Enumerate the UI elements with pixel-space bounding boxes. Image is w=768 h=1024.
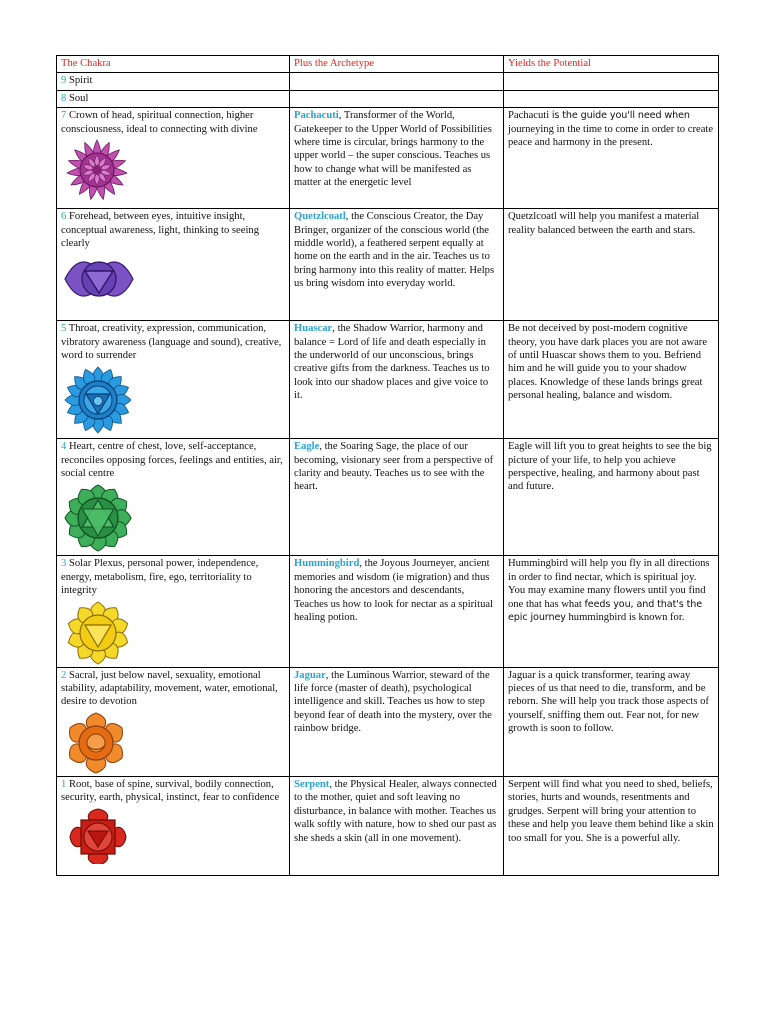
chakra-number: 5 bbox=[61, 323, 67, 335]
table-row bbox=[57, 108, 719, 209]
archetype-text: , the Physical Healer, always connected to the mother, quiet and soft leaving no disturbance, in balance with mother. Teaches us walk softly with nature, how to shed our past as she sheds a skin (all in one movement). bbox=[294, 778, 497, 844]
archetype-text: , Transformer of the World, Gatekeeper to the Upper World of Possibilities where time is circular, brings harmony to the upper world – the super conscious. Teaches us how to change what will be manifested as matter at the energetic level bbox=[294, 110, 492, 189]
root-chakra-icon bbox=[63, 808, 133, 864]
archetype-name: Serpent bbox=[294, 778, 330, 790]
table-row bbox=[57, 73, 719, 90]
chakra-text: Forehead, between eyes, intuitive insight, conceptual awareness, light, thinking to seeing clearly bbox=[61, 211, 259, 250]
archetype-name: Jaguar bbox=[294, 669, 326, 681]
potential-text: Pachacuti bbox=[508, 110, 552, 122]
potential-cell bbox=[504, 439, 719, 556]
potential-cell bbox=[504, 73, 719, 90]
table-row bbox=[57, 556, 719, 667]
chakra-cell bbox=[57, 90, 290, 107]
chakra-cell bbox=[57, 321, 290, 439]
table-row bbox=[57, 321, 719, 439]
potential-text: Quetzlcoatl will help you manifest a material reality balanced between the earth and stars. bbox=[508, 211, 700, 236]
archetype-name: Quetzlcoatl bbox=[294, 211, 346, 223]
archetype-text: , the Luminous Warrior, steward of the life force (master of death), psychological intelligence and skill. Teaches us how to step beyond fear of death into the mystery, over the rainbow bridge. bbox=[294, 669, 492, 735]
chakra-number: 3 bbox=[61, 558, 67, 570]
archetype-cell bbox=[290, 73, 504, 90]
archetype-name: Eagle bbox=[294, 441, 320, 453]
archetype-cell bbox=[290, 776, 504, 875]
chakra-cell bbox=[57, 108, 290, 209]
potential-text: is the guide you'll need when bbox=[551, 110, 690, 122]
chakra-number: 4 bbox=[61, 441, 67, 453]
table-row bbox=[57, 439, 719, 556]
archetype-text: , the Shadow Warrior, harmony and balance = Lord of life and death especially in the underworld of our unconscious, brings creative gifts from the darkness. Teaches us to look into our shadow places and give voice to it. bbox=[294, 323, 490, 402]
potential-text: journeying in the time to come in order to create peace and harmony in the present. bbox=[508, 123, 714, 149]
third-eye-chakra-icon bbox=[63, 253, 135, 305]
table-row bbox=[57, 667, 719, 776]
chakra-text: Crown of head, spiritual connection, higher consciousness, ideal to connecting with divine bbox=[61, 110, 258, 135]
page bbox=[56, 55, 718, 876]
potential-cell bbox=[504, 209, 719, 321]
chakra-number: 1 bbox=[61, 778, 67, 790]
table-row bbox=[57, 90, 719, 107]
chakra-table bbox=[56, 55, 719, 876]
potential-cell bbox=[504, 90, 719, 107]
chakra-text: Root, base of spine, survival, bodily connection, security, earth, physical, instinct, fear to confidence bbox=[61, 778, 280, 804]
header-chakra: The Chakra bbox=[57, 56, 290, 73]
chakra-text: Throat, creativity, expression, communication, vibratory awareness (language and sound), creative, word to surrender bbox=[61, 323, 282, 362]
sacral-chakra-icon bbox=[63, 712, 129, 774]
chakra-text: Heart, centre of chest, love, self-acceptance, reconciles opposing forces, feelings and entities, air, social centre bbox=[61, 441, 283, 480]
table-row bbox=[57, 776, 719, 875]
archetype-cell bbox=[290, 667, 504, 776]
chakra-number: 7 bbox=[61, 110, 67, 122]
table-row bbox=[57, 209, 719, 321]
archetype-cell bbox=[290, 108, 504, 209]
chakra-cell bbox=[57, 667, 290, 776]
chakra-text: Sacral, just below navel, sexuality, emotional stability, adaptability, movement, water, emotional, desire to devotion bbox=[61, 669, 278, 708]
chakra-number: 2 bbox=[61, 669, 67, 681]
potential-cell bbox=[504, 667, 719, 776]
chakra-cell bbox=[57, 556, 290, 667]
potential-cell bbox=[504, 556, 719, 667]
potential-text: feeds you, and that's the epic journey bbox=[508, 598, 703, 624]
archetype-cell bbox=[290, 209, 504, 321]
chakra-number: 9 bbox=[61, 75, 67, 87]
potential-text: Be not deceived by post-modern cognitive theory, you have dark places you are not aware of until Huascar shows them to you. Befriend him and he will guide you to your shadow places. Knowledge of these lands brings great personal healing, balance and wisdom. bbox=[508, 323, 708, 402]
chakra-number: 8 bbox=[61, 92, 67, 104]
heart-chakra-icon bbox=[63, 483, 133, 553]
chakra-cell bbox=[57, 439, 290, 556]
chakra-text: Solar Plexus, personal power, independence, energy, metabolism, fire, ego, territoriality to integrity bbox=[61, 558, 259, 597]
archetype-cell bbox=[290, 321, 504, 439]
archetype-name: Hummingbird bbox=[294, 558, 360, 570]
chakra-cell bbox=[57, 209, 290, 321]
crown-chakra-icon bbox=[63, 139, 131, 201]
potential-cell bbox=[504, 321, 719, 439]
solar-plexus-chakra-icon bbox=[63, 601, 133, 665]
archetype-name: Pachacuti bbox=[294, 110, 339, 122]
archetype-cell bbox=[290, 90, 504, 107]
chakra-cell bbox=[57, 776, 290, 875]
header-row bbox=[57, 56, 719, 73]
archetype-text: , the Joyous Journeyer, ancient memories and wisdom (ie migration) and thus honoring the ancestors and descendants, Teaches us how to look for nectar as a spiritual healing potion. bbox=[294, 558, 494, 624]
header-potential: Yields the Potential bbox=[504, 56, 719, 73]
archetype-text: , the Conscious Creator, the Day Bringer, organizer of the conscious world (the middle world), a feathered serpent equally at home on the earth and in the air. Teaches us to bring harmony into this reality of matter. Helps us bring wisdom into everyday world. bbox=[294, 211, 495, 290]
throat-chakra-icon bbox=[63, 365, 133, 435]
potential-text: Jaguar is a quick transformer, tearing away pieces of us that need to die, transform, and be reborn. She will help you track those aspects of yourself, sniffing them out. Fear not, for new growth is soon to follow. bbox=[508, 669, 709, 735]
archetype-cell bbox=[290, 556, 504, 667]
chakra-number: 6 bbox=[61, 211, 67, 223]
archetype-name: Huascar bbox=[294, 323, 333, 335]
chakra-text: Spirit bbox=[68, 75, 93, 87]
potential-cell bbox=[504, 776, 719, 875]
potential-text: Eagle will lift you to great heights to see the big picture of your life, to help you achieve perspective, healing, and harmony about past and future. bbox=[508, 441, 712, 493]
potential-text: Serpent will find what you need to shed, beliefs, stories, hurts and wounds, resentments and grudges. Serpent will bring your attention to these and help you leave them behind like a skin too small for you. She is a powerful ally. bbox=[508, 778, 714, 844]
potential-cell bbox=[504, 108, 719, 209]
archetype-text: , the Soaring Sage, the place of our becoming, visionary seer from a perspective of clarity and beauty. Teaches us to see with the heart. bbox=[294, 441, 494, 493]
potential-text: Hummingbird will help you fly in all directions in order to find nectar, which is spiritual joy. You may examine many flowers until you find one that has what bbox=[508, 558, 710, 610]
header-archetype: Plus the Archetype bbox=[290, 56, 504, 73]
chakra-cell bbox=[57, 73, 290, 90]
archetype-cell bbox=[290, 439, 504, 556]
chakra-text: Soul bbox=[68, 92, 89, 104]
potential-text: hummingbird is known for. bbox=[565, 612, 685, 624]
